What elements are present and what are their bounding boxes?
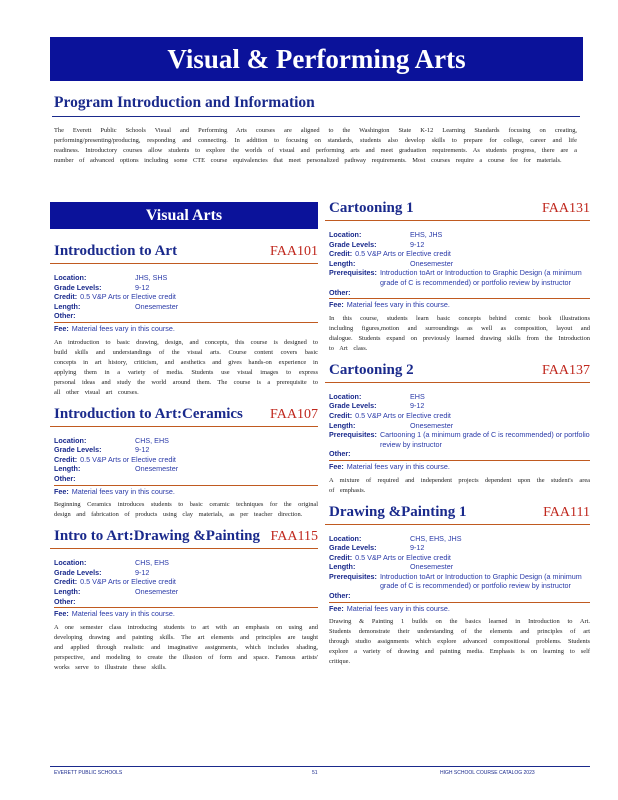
length-value: Onesemester bbox=[135, 464, 179, 474]
course-title: Intro to Art:Drawing &Painting bbox=[54, 528, 260, 545]
course-header bbox=[50, 406, 318, 427]
course-title: Cartooning 1 bbox=[329, 200, 414, 216]
grade-label: Grade Levels: bbox=[54, 445, 102, 455]
length-label: Length: bbox=[54, 464, 81, 474]
grade-label: Grade Levels: bbox=[329, 239, 377, 249]
fee-value: Material fees vary in this course. bbox=[346, 603, 450, 613]
course-code: FAA107 bbox=[270, 406, 318, 422]
credit-label: Credit: bbox=[54, 454, 78, 464]
grade-label: Grade Levels: bbox=[54, 567, 102, 577]
course-details bbox=[50, 558, 318, 619]
course-title: Introduction to Art bbox=[54, 243, 178, 259]
other-label: Other: bbox=[329, 287, 351, 297]
course-intro-to-art bbox=[50, 243, 318, 398]
course-code: FAA137 bbox=[542, 362, 590, 378]
grade-label: Grade Levels: bbox=[329, 401, 377, 411]
credit-label: Credit: bbox=[329, 552, 353, 562]
location-label: Location: bbox=[54, 435, 87, 445]
page-number: 51 bbox=[312, 770, 318, 776]
other-label: Other: bbox=[54, 311, 76, 321]
length-value: Onesemester bbox=[410, 420, 454, 430]
credit-value: 0.5 V&P Arts or Elective credit bbox=[355, 249, 451, 259]
course-intro-to-art-ceramics bbox=[50, 406, 318, 521]
course-header bbox=[325, 504, 590, 525]
location-value: CHS, EHS, JHS bbox=[410, 533, 462, 543]
location-label: Location: bbox=[54, 558, 87, 568]
prereq-label: Prerequisites: bbox=[329, 268, 377, 278]
credit-label: Credit: bbox=[54, 292, 78, 302]
credit-value: 0.5 V&P Arts or Elective credit bbox=[80, 292, 176, 302]
length-label: Length: bbox=[54, 586, 81, 596]
footer-left: EVERETT PUBLIC SCHOOLS bbox=[54, 770, 123, 776]
course-header bbox=[325, 200, 590, 221]
credit-label: Credit: bbox=[329, 249, 353, 259]
location-label: Location: bbox=[329, 230, 362, 239]
course-title: Drawing &Painting 1 bbox=[329, 503, 467, 520]
grade-value: 9-12 bbox=[410, 543, 425, 553]
fee-label: Fee: bbox=[54, 323, 69, 333]
fee-label: Fee: bbox=[329, 461, 344, 471]
course-description: Drawing & Painting 1 builds on the basics learned in Introduction to Art. Students demonstrate their understanding of the elements and principles of art through studio assignments which explore advanced compositional problems. Students explore a variety of drawing and painting media. Emphasis is on learning to self critique. bbox=[329, 618, 590, 666]
course-header bbox=[50, 243, 318, 264]
fee-label: Fee: bbox=[329, 300, 344, 310]
footer-right: HIGH SCHOOL COURSE CATALOG 2023 bbox=[440, 770, 535, 776]
fee-value: Material fees vary in this course. bbox=[71, 486, 175, 496]
course-description: Beginning Ceramics introduces students to basic ceramic techniques for the original design and fabrication of products using clay materials, as per teacher direction. bbox=[54, 501, 318, 519]
course-code: FAA115 bbox=[270, 529, 318, 545]
length-label: Length: bbox=[329, 562, 356, 572]
course-description: A mixture of required and independent projects dependent upon the student's area of emphasis. bbox=[329, 476, 590, 494]
length-label: Length: bbox=[329, 420, 356, 430]
location-label: Location: bbox=[54, 273, 87, 282]
course-details bbox=[50, 436, 318, 497]
course-code: FAA131 bbox=[542, 201, 590, 216]
grade-value: 9-12 bbox=[410, 401, 425, 411]
length-label: Length: bbox=[329, 258, 356, 268]
course-description: An introduction to basic drawing, design, and concepts, this course is designed to build skills and understandings of the visual arts. Course content covers basic concepts in art history, criticism, and aesthetics and gives hands-on experience in applying them in a variety of media. Students use visual images to express personal ideas and study the world around them. The course is a prerequisite to all other visual art courses. bbox=[54, 338, 318, 396]
course-code: FAA111 bbox=[543, 504, 590, 520]
other-label: Other: bbox=[329, 449, 351, 459]
prereq-value: Introduction toArt or Introduction to Graphic Design (a minimum grade of C is recommended) or portfolio review by instructor bbox=[379, 571, 582, 591]
course-header bbox=[325, 362, 590, 383]
course-cartooning-1 bbox=[325, 200, 590, 354]
grade-label: Grade Levels: bbox=[54, 282, 102, 292]
course-drawing-painting-1 bbox=[325, 504, 590, 668]
course-description: A one semester class introducing students to art with an emphasis on using and developing drawing and painting skills. The art elements and principles are taught and applied through realistic and imaginative assignments, which includes shading, perspective, and modeling to create the illusion of form and space. Famous artists' works serve to illustrate these skills. bbox=[54, 623, 318, 671]
intro-divider bbox=[52, 116, 580, 117]
course-title: Cartooning 2 bbox=[329, 361, 414, 378]
right-column bbox=[325, 200, 590, 675]
visual-arts-banner bbox=[50, 202, 318, 229]
fee-value: Material fees vary in this course. bbox=[71, 609, 175, 619]
grade-value: 9-12 bbox=[135, 445, 150, 455]
visual-arts-heading: Visual Arts bbox=[145, 207, 223, 224]
other-label: Other: bbox=[54, 473, 76, 483]
course-title: Introduction to Art:Ceramics bbox=[54, 405, 243, 422]
credit-value: 0.5 V&P Arts or Elective credit bbox=[355, 410, 451, 420]
course-details bbox=[50, 273, 318, 334]
location-label: Location: bbox=[329, 533, 362, 543]
location-value: JHS, SHS bbox=[135, 273, 168, 282]
course-details bbox=[325, 230, 590, 310]
location-value: CHS, EHS bbox=[135, 435, 169, 445]
page-title: Visual & Performing Arts bbox=[167, 44, 466, 74]
fee-label: Fee: bbox=[329, 603, 344, 613]
prereq-label: Prerequisites: bbox=[329, 430, 377, 440]
intro-paragraph: The Everett Public Schools Visual and Performing Arts courses are aligned to the Washington State K-12 Learning Standards focusing on creating, performing/presenting/producing, responding and connecting. In addition to focusing on standards, students also develop skills to prepare for college, career and life readiness. Introductory courses allow students to explore the worlds of visual and performing arts and meet graduation requirements. As students progress, there are a number of advanced options including some CTE course equivalencies that meet personalized pathway requirements. Most courses require a course fee for materials. bbox=[54, 127, 577, 164]
fee-value: Material fees vary in this course. bbox=[346, 461, 450, 471]
credit-value: 0.5 V&P Arts or Elective credit bbox=[355, 552, 451, 562]
location-value: EHS, JHS bbox=[410, 230, 443, 239]
other-label: Other: bbox=[54, 596, 76, 606]
credit-label: Credit: bbox=[329, 410, 353, 420]
course-description: In this course, students learn basic concepts behind comic book illustrations including figures,motion and surroundings as well as composition, layout and dialogue. Students expand on previously learned drawing skills from the Introduction to Art class. bbox=[329, 314, 590, 352]
grade-value: 9-12 bbox=[135, 567, 150, 577]
credit-value: 0.5 V&P Arts or Elective credit bbox=[80, 577, 176, 587]
prereq-value: Introduction toArt or Introduction to Graphic Design (a minimum grade of C is recommended) or portfolio review by instructor bbox=[379, 268, 582, 287]
credit-value: 0.5 V&P Arts or Elective credit bbox=[80, 454, 176, 464]
course-details bbox=[325, 392, 590, 472]
course-code: FAA101 bbox=[270, 244, 318, 259]
fee-label: Fee: bbox=[54, 609, 69, 619]
location-value: CHS, EHS bbox=[135, 558, 169, 568]
credit-label: Credit: bbox=[54, 577, 78, 587]
grade-value: 9-12 bbox=[410, 239, 425, 249]
grade-value: 9-12 bbox=[135, 282, 150, 292]
fee-value: Material fees vary in this course. bbox=[71, 323, 175, 333]
location-label: Location: bbox=[329, 391, 362, 401]
fee-value: Material fees vary in this course. bbox=[346, 300, 450, 310]
other-label: Other: bbox=[329, 591, 351, 601]
length-value: Onesemester bbox=[410, 258, 454, 268]
length-value: Onesemester bbox=[135, 586, 179, 596]
length-value: Onesemester bbox=[135, 301, 179, 311]
course-header bbox=[50, 528, 318, 549]
fee-label: Fee: bbox=[54, 486, 69, 496]
course-intro-to-art-drawing-painting bbox=[50, 528, 318, 673]
location-value: EHS bbox=[410, 391, 425, 401]
left-column bbox=[50, 202, 318, 681]
prereq-label: Prerequisites: bbox=[329, 571, 377, 581]
page-title-banner bbox=[50, 37, 583, 81]
length-value: Onesemester bbox=[410, 562, 454, 572]
grade-label: Grade Levels: bbox=[329, 543, 377, 553]
intro-heading: Program Introduction and Information bbox=[54, 94, 315, 111]
prereq-value: Cartooning 1 (a minimum grade of C is recommended) or portfolio review by instructor bbox=[379, 430, 590, 449]
course-details bbox=[325, 534, 590, 614]
course-cartooning-2 bbox=[325, 362, 590, 496]
footer-rule bbox=[50, 766, 590, 767]
length-label: Length: bbox=[54, 301, 81, 311]
